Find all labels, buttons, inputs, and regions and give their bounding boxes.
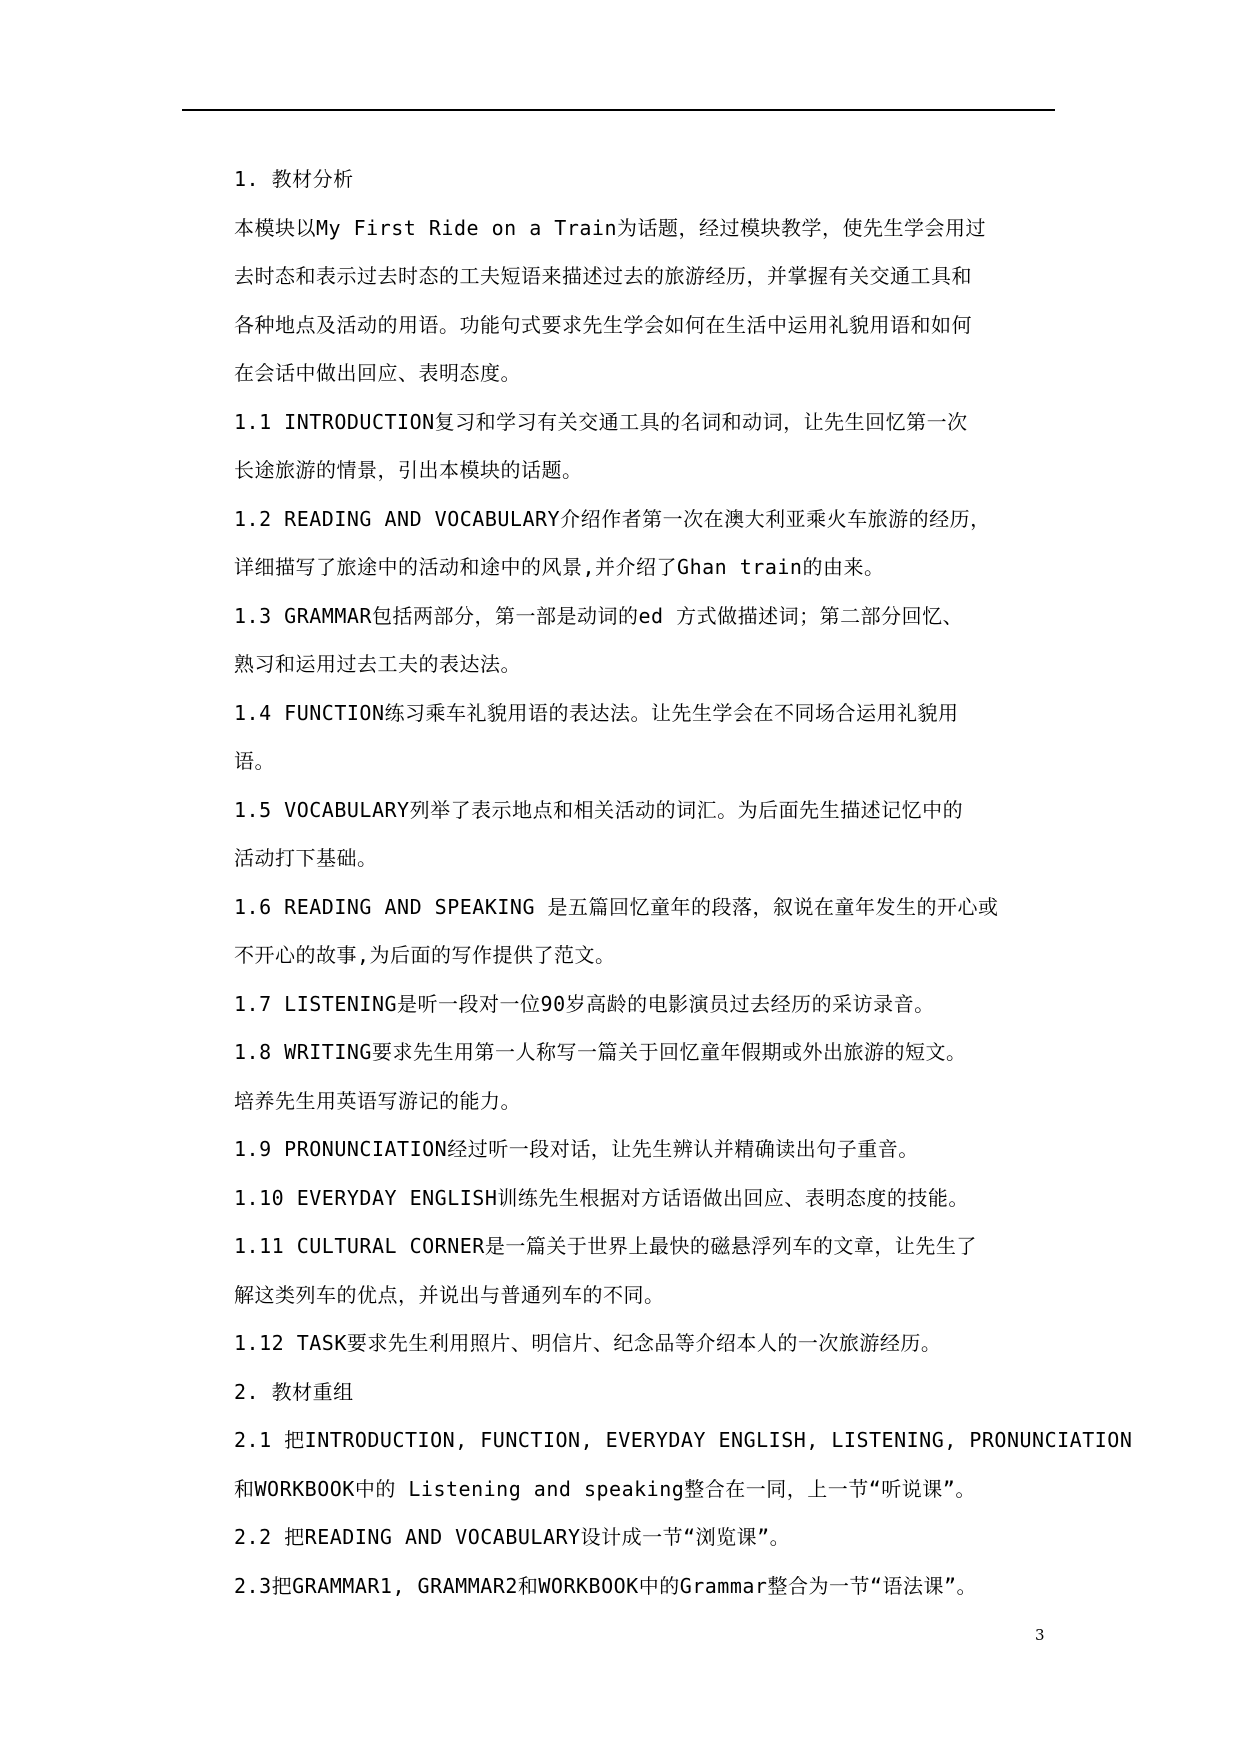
paragraph <box>188 495 1108 592</box>
paragraph-line: 在会话中做出回应、表明态度。 <box>234 361 521 385</box>
paragraph-line: 1.12 TASK要求先生利用照片、明信片、纪念品等介绍本人的一次旅游经历。 <box>234 1331 942 1355</box>
paragraph <box>188 980 1108 1029</box>
paragraph-line: 2.1 把INTRODUCTION, FUNCTION, EVERYDAY ENGLISH, LISTENING, PRONUNCIATION <box>234 1428 1133 1452</box>
paragraph-line: 1.5 VOCABULARY列举了表示地点和相关活动的词汇。为后面先生描述记忆中的 <box>234 797 964 822</box>
paragraph-line: 1.7 LISTENING是听一段对一位90岁高龄的电影演员过去经历的采访录音。 <box>234 991 935 1016</box>
paragraph <box>188 1368 1108 1417</box>
paragraph <box>188 204 1108 398</box>
paragraph-line: 解这类列车的优点，并说出与普通列车的不同。 <box>234 1282 665 1307</box>
paragraph <box>188 1416 1133 1513</box>
paragraph-line: 长途旅游的情景，引出本模块的话题。 <box>234 458 583 482</box>
paragraph-line: 各种地点及活动的用语。功能句式要求先生学会如何在生活中运用礼貌用语和如何 <box>234 312 972 337</box>
paragraph <box>188 1028 1108 1125</box>
paragraph-line: 去时态和表示过去时态的工夫短语来描述过去的旅游经历，并掌握有关交通工具和 <box>234 264 972 288</box>
paragraph <box>188 883 1108 980</box>
paragraph-line: 1.3 GRAMMAR包括两部分，第一部是动词的ed 方式做描述词；第二部分回忆、 <box>234 603 964 628</box>
paragraph-line: 详细描写了旅途中的活动和途中的风景,并介绍了Ghan train的由来。 <box>234 555 885 579</box>
paragraph <box>188 1562 1108 1611</box>
paragraph-line: 2.3把GRAMMAR1, GRAMMAR2和WORKBOOK中的Grammar整合为一节“语法课”。 <box>234 1573 978 1598</box>
paragraph-line: 1.10 EVERYDAY ENGLISH训练先生根据对方话语做出回应、表明态度的技能。 <box>234 1185 969 1210</box>
paragraph-line: 1.1 INTRODUCTION复习和学习有关交通工具的名词和动词，让先生回忆第一次 <box>234 409 968 434</box>
paragraph-line: 1.2 READING AND VOCABULARY介绍作者第一次在澳大利亚乘火车旅游的经历， <box>234 506 991 531</box>
paragraph <box>188 398 1108 495</box>
paragraph-line: 不开心的故事,为后面的写作提供了范文。 <box>234 943 616 967</box>
paragraph-line: 活动打下基础。 <box>234 846 378 870</box>
paragraph <box>188 155 1108 204</box>
paragraph-line: 语。 <box>234 749 275 773</box>
paragraph <box>188 1513 1108 1562</box>
paragraph-line: 本模块以My First Ride on a Train为话题，经过模块教学，使先生学会用过 <box>234 215 986 240</box>
paragraph-line: 1.9 PRONUNCIATION经过听一段对话，让先生辨认并精确读出句子重音。 <box>234 1137 919 1161</box>
document-body <box>188 155 1133 1610</box>
paragraph <box>188 1125 1108 1174</box>
paragraph-line: 1.11 CULTURAL CORNER是一篇关于世界上最快的磁悬浮列车的文章，让先生了 <box>234 1234 977 1258</box>
paragraph <box>188 1319 1108 1368</box>
paragraph <box>188 1222 1108 1319</box>
paragraph <box>188 786 1108 883</box>
paragraph <box>188 1174 1108 1223</box>
paragraph <box>188 689 1108 786</box>
page-number: 3 <box>1035 1626 1045 1644</box>
paragraph-line: 2.2 把READING AND VOCABULARY设计成一节“浏览课”。 <box>234 1525 791 1549</box>
paragraph-line: 2. 教材重组 <box>234 1379 354 1404</box>
paragraph-line: 和WORKBOOK中的 Listening and speaking整合在一同，上一节“听说课”。 <box>234 1476 976 1501</box>
paragraph-line: 培养先生用英语写游记的能力。 <box>234 1088 521 1113</box>
paragraph-line: 1.6 READING AND SPEAKING 是五篇回忆童年的段落，叙说在童年发生的开心或 <box>234 894 999 919</box>
header-rule <box>182 109 1055 111</box>
paragraph-line: 1.4 FUNCTION练习乘车礼貌用语的表达法。让先生学会在不同场合运用礼貌用 <box>234 700 959 725</box>
paragraph-line: 1.8 WRITING要求先生用第一人称写一篇关于回忆童年假期或外出旅游的短文。 <box>234 1040 967 1064</box>
paragraph <box>188 592 1108 689</box>
paragraph-line: 1. 教材分析 <box>234 167 354 191</box>
paragraph-line: 熟习和运用过去工夫的表达法。 <box>234 652 521 676</box>
